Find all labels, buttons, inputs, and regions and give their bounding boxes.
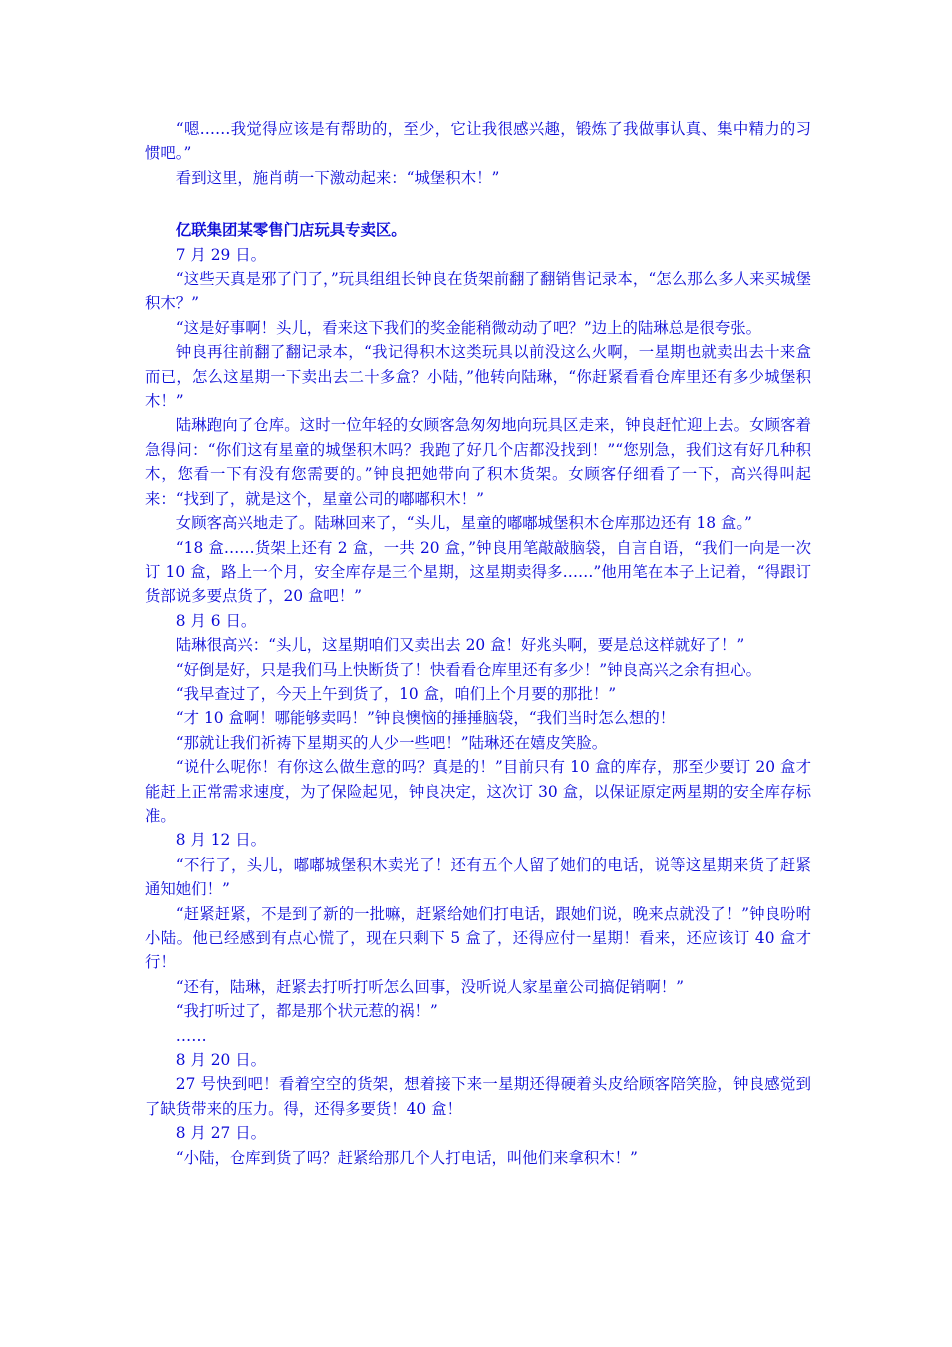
paragraph: “好倒是好，只是我们马上快断货了！快看看仓库里还有多少！”钟良高兴之余有担心。 bbox=[175, 660, 761, 679]
paragraph: 女顾客高兴地走了。陆琳回来了，“头儿，星童的嘟嘟城堡积木仓库那边还有 18 盒。” bbox=[175, 514, 752, 533]
paragraph: 看到这里，施肖萌一下激动起来：“城堡积木！” bbox=[175, 168, 500, 187]
paragraph: 27 号快到吧！看着空空的货架，想着接下来一星期还得硬着头皮给顾客陪笑脸，钟良感觉到了缺货带来的压力。得，还得多要货！40 盒！ bbox=[145, 1075, 811, 1118]
section-heading: 亿联集团某零售门店玩具专卖区。 bbox=[175, 221, 407, 240]
paragraph: “才 10 盒啊！哪能够卖吗！”钟良懊恼的捶捶脑袋，“我们当时怎么想的！ bbox=[175, 709, 676, 728]
date-line: 7 月 29 日。 bbox=[175, 245, 267, 264]
paragraph: 钟良再往前翻了翻记录本，“我记得积木这类玩具以前没这么火啊，一星期也就卖出去十来盒而已，怎么这星期一下卖出去二十多盒？小陆，”他转向陆琳，“你赶紧看看仓库里还有多少城堡积木！” bbox=[145, 343, 811, 411]
document-body bbox=[145, 117, 811, 1170]
ellipsis-line: …… bbox=[175, 1026, 207, 1045]
date-line: 8 月 12 日。 bbox=[175, 831, 267, 850]
paragraph: “说什么呢你！有你这么做生意的吗？真是的！”目前只有 10 盒的库存，那至少要订 20 盒才能赶上正常需求速度，为了保险起见，钟良决定，这次订 30 盒，以保证原定两星期的安全库存标准。 bbox=[145, 758, 811, 825]
paragraph: “嗯……我觉得应该是有帮助的，至少，它让我很感兴趣，锻炼了我做事认真、集中精力的习惯吧。” bbox=[145, 120, 811, 163]
paragraph: 陆琳很高兴：“头儿，这星期咱们又卖出去 20 盒！好兆头啊，要是总这样就好了！” bbox=[175, 636, 745, 655]
date-line: 8 月 20 日。 bbox=[175, 1051, 267, 1070]
date-line: 8 月 6 日。 bbox=[175, 611, 257, 630]
paragraph: “还有，陆琳，赶紧去打听打听怎么回事，没听说人家星童公司搞促销啊！” bbox=[175, 977, 685, 996]
paragraph: “这些天真是邪了门了，”玩具组组长钟良在货架前翻了翻销售记录本，“怎么那么多人来买城堡积木？” bbox=[145, 270, 811, 313]
paragraph: “我早查过了，今天上午到货了，10 盒，咱们上个月要的那批！” bbox=[175, 684, 617, 703]
paragraph: “那就让我们祈祷下星期买的人少一些吧！”陆琳还在嬉皮笑脸。 bbox=[175, 733, 608, 752]
paragraph: “不行了，头儿，嘟嘟城堡积木卖光了！还有五个人留了她们的电话，说等这星期来货了赶紧通知她们！” bbox=[145, 855, 811, 899]
date-line: 8 月 27 日。 bbox=[175, 1124, 267, 1143]
paragraph: “小陆，仓库到货了吗？赶紧给那几个人打电话，叫他们来拿积木！” bbox=[175, 1148, 638, 1167]
paragraph: “这是好事啊！头儿，看来这下我们的奖金能稍微动动了吧？”边上的陆琳总是很夸张。 bbox=[175, 318, 761, 337]
section-gap bbox=[145, 190, 811, 218]
paragraph: “18 盒……货架上还有 2 盒，一共 20 盒，”钟良用笔敲敲脑袋，自言自语，“我们一向是一次订 10 盒，路上一个月，安全库存是三个星期，这星期卖得多……”他用笔在本子上记着，“得跟订货部说多要点货了，20 盒吧！” bbox=[145, 538, 811, 606]
paragraph: “赶紧赶紧，不是到了新的一批嘛，赶紧给她们打电话，跟她们说，晚来点就没了！”钟良吩咐小陆。他已经感到有点心慌了，现在只剩下 5 盒了，还得应付一星期！看来，还应该订 40 盒才行！ bbox=[145, 904, 811, 972]
paragraph: 陆琳跑向了仓库。这时一位年轻的女顾客急匆匆地向玩具区走来，钟良赶忙迎上去。女顾客着急得问：“你们这有星童的城堡积木吗？我跑了好几个店都没找到！”“您别急，我们这有好几种积木，您看一下有没有您需要的。”钟良把她带向了积木货架。女顾客仔细看了一下，高兴得叫起来：“找到了，就是这个，星童公司的嘟嘟积木！” bbox=[145, 416, 811, 508]
paragraph: “我打听过了，都是那个状元惹的祸！” bbox=[175, 1002, 438, 1021]
